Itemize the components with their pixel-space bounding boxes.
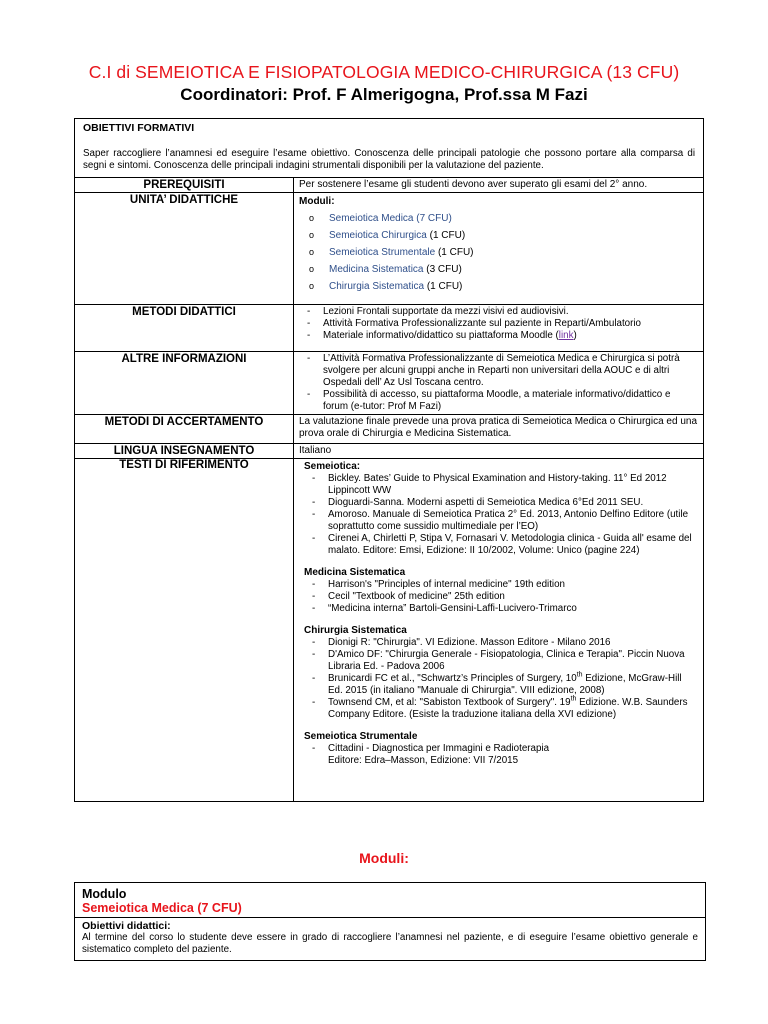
list-item: - Lezioni Frontali supportate da mezzi visivi ed audiovisivi. — [303, 306, 698, 318]
list-item: - Attività Formativa Professionalizzante sul paziente in Reparti/Ambulatorio — [303, 318, 698, 330]
unita-row — [75, 193, 704, 305]
obiettivi-label: OBIETTIVI FORMATIVI — [83, 122, 195, 134]
list-item: - Possibilità di accesso, su piattaforma Moodle, a materiale informativo/didattico e forum (e-tutor: Prof M Fazi) — [303, 389, 698, 413]
medicina-list — [304, 579, 697, 615]
altre-list — [299, 353, 698, 413]
coordinators: Coordinatori: Prof. F Almerigogna, Prof.ssa M Fazi — [180, 85, 588, 104]
strumentale-heading: Semeiotica Strumentale — [304, 731, 418, 742]
prerequisiti-row — [75, 178, 704, 193]
obiettivi-row — [75, 119, 704, 178]
metodi-label: METODI DIDATTICI — [75, 305, 294, 352]
moduli-heading: Moduli: — [359, 850, 409, 866]
page-title: C.I di SEMEIOTICA E FISIOPATOLOGIA MEDICO-CHIRURGICA (13 CFU) — [88, 62, 680, 82]
moodle-link[interactable]: link — [558, 330, 574, 341]
list-item: - “Medicina interna” Bartoli-Gensini-Laffi-Lucivero-Trimarco — [308, 603, 697, 615]
accertamento-row — [75, 415, 704, 444]
altre-row — [75, 352, 704, 415]
obiettivi-text: Saper raccogliere l’anamnesi ed eseguire l’esame obiettivo. Conoscenza delle principali patologie che possono portare alla comparsa di segni e sintomi. Conoscenza delle principali indagini strumentali disponibili per la valutazione del paziente. — [83, 148, 695, 171]
list-item: - D'Amico DF: "Chirurgia Generale - Fisiopatologia, Clinica e Terapia". Piccin Nuova Libraria Ed. - Padova 2006 — [308, 649, 697, 673]
list-item: Editore: Edra–Masson, Edizione: VII 7/2015 — [328, 755, 519, 766]
course-table — [74, 118, 704, 802]
semeiotica-heading: Semeiotica: — [304, 461, 361, 472]
modulo-label: Modulo — [82, 887, 127, 901]
list-item: - Materiale informativo/didattico su piattaforma Moodle (link) — [303, 330, 698, 342]
lingua-value: Italiano — [294, 444, 704, 459]
prerequisiti-label: PREREQUISITI — [75, 178, 294, 193]
metodi-row — [75, 305, 704, 352]
altre-label: ALTRE INFORMAZIONI — [75, 352, 294, 415]
list-item: - Dioguardi-Sanna. Moderni aspetti di Semeiotica Medica 6°Ed 2011 SEU. — [308, 497, 697, 509]
list-item: o Semeiotica Chirurgica (1 CFU) — [309, 230, 466, 241]
modulo-name: Semeiotica Medica (7 CFU) — [82, 901, 242, 915]
list-item: - Cittadini - Diagnostica per Immagini e Radioterapia — [308, 743, 697, 755]
list-item: - Cecil "Textbook of medicine" 25th edition — [308, 591, 697, 603]
list-item: - Bickley. Bates’ Guide to Physical Examination and History-taking. 11° Ed 2012 Lippincott WW — [308, 473, 697, 497]
chirurgia-heading: Chirurgia Sistematica — [304, 625, 407, 636]
list-item: - L’Attività Formativa Professionalizzante di Semeiotica Medica e Chirurgica si potrà svolgere per alcuni gruppi anche in Reparti non universitari della AOUC e di altri Ospedali dell’ Az Usl Toscana centro. — [303, 353, 698, 389]
medicina-heading: Medicina Sistematica — [304, 567, 406, 578]
semeiotica-list — [304, 473, 697, 557]
accertamento-value: La valutazione finale prevede una prova pratica di Semeiotica Medica o Chirurgica ed una prova orale di Chirurgia e Medicina Sistematica. — [294, 415, 704, 444]
obiettivi-didattici-text: Al termine del corso lo studente deve essere in grado di raccogliere l’anamnesi nel paziente, e di eseguire l’esame obiettivo generale e sistematico completo del paziente. — [82, 932, 698, 955]
list-item: - Townsend CM, et al: "Sabiston Textbook of Surgery". 19th Edizione. W.B. Saunders Company Editore. (Esiste la traduzione italiana della XVI edizione) — [308, 697, 697, 721]
lingua-label: LINGUA INSEGNAMENTO — [75, 444, 294, 459]
unita-label: UNITA’ DIDATTICHE — [75, 193, 294, 305]
list-item: o Chirurgia Sistematica (1 CFU) — [309, 281, 463, 292]
list-item: o Semeiotica Medica (7 CFU) — [309, 213, 452, 224]
list-item: o Medicina Sistematica (3 CFU) — [309, 264, 462, 275]
list-item: - Amoroso. Manuale di Semeiotica Pratica 2° Ed. 2013, Antonio Delfino Editore (utile soprattutto come sussidio multimediale per l’EO) — [308, 509, 697, 533]
lingua-row — [75, 444, 704, 459]
accertamento-label: METODI DI ACCERTAMENTO — [75, 415, 294, 444]
strumentale-list — [304, 743, 697, 767]
prerequisiti-value: Per sostenere l’esame gli studenti devono aver superato gli esami del 2° anno. — [294, 178, 704, 193]
list-item: - Harrison's "Principles of internal medicine" 19th edition — [308, 579, 697, 591]
list-item: o Semeiotica Strumentale (1 CFU) — [309, 247, 474, 258]
module-list — [299, 212, 698, 293]
list-item: - Cirenei A, Chirletti P, Stipa V, Fornasari V. Metodologia clinica - Guida all' esame del malato. Editore: Emsi, Edizione: II 10/2002, Volume: Unico (pagine 224) — [308, 533, 697, 557]
testi-label: TESTI DI RIFERIMENTO — [75, 459, 294, 802]
metodi-list — [299, 306, 698, 342]
modulo-box — [74, 882, 706, 961]
list-item: - Dionigi R: "Chirurgia". VI Edizione. Masson Editore - Milano 2016 — [308, 637, 697, 649]
testi-row — [75, 459, 704, 802]
chirurgia-list — [304, 637, 697, 721]
unita-heading: Moduli: — [299, 196, 335, 207]
obiettivi-didattici-label: Obiettivi didattici: — [82, 920, 171, 932]
list-item: - Brunicardi FC et al., "Schwartz’s Principles of Surgery, 10th Edizione, McGraw-Hill Ed. 2015 (in italiano "Manuale di Chirurgia". VIII edizione, 2008) — [308, 673, 697, 697]
